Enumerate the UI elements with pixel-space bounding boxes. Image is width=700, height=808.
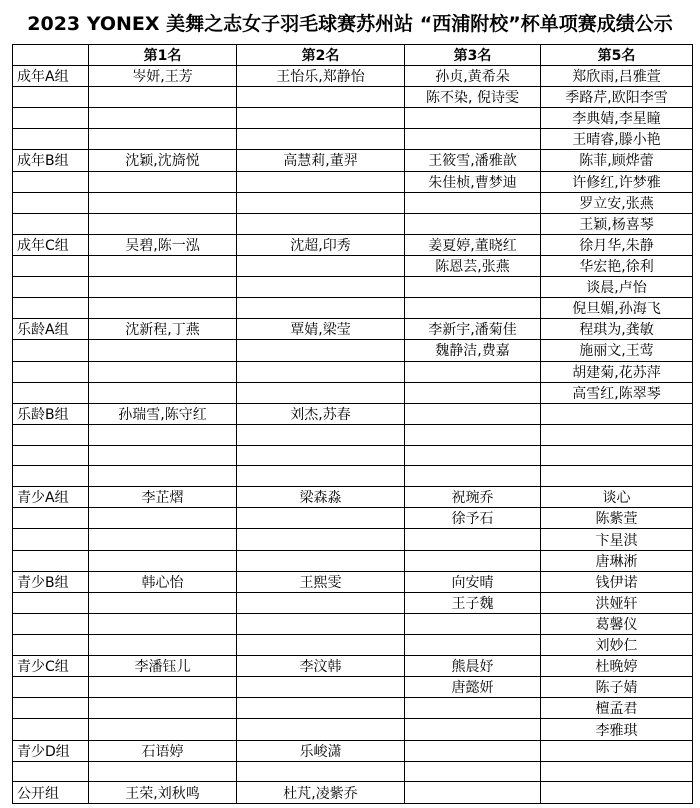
group-cell <box>13 761 89 782</box>
table-row <box>13 613 693 634</box>
group-cell: 成年B组 <box>13 150 89 171</box>
fifth-place-cell <box>541 740 693 761</box>
third-place-cell <box>405 761 541 782</box>
third-place-cell: 徐予石 <box>405 508 541 529</box>
table-row <box>13 66 693 87</box>
second-place-cell <box>237 213 405 234</box>
group-cell <box>13 508 89 529</box>
table-row <box>13 487 693 508</box>
first-place-cell <box>89 382 237 403</box>
table-row <box>13 508 693 529</box>
table-row <box>13 445 693 466</box>
third-place-cell: 王子魏 <box>405 592 541 613</box>
first-place-cell <box>89 550 237 571</box>
fifth-place-cell: 李雅琪 <box>541 719 693 740</box>
second-place-cell: 李汶韩 <box>237 656 405 677</box>
group-cell: 青少A组 <box>13 487 89 508</box>
second-place-cell <box>237 508 405 529</box>
third-place-cell <box>405 698 541 719</box>
first-place-cell <box>89 424 237 445</box>
table-row <box>13 782 693 804</box>
second-place-cell <box>237 382 405 403</box>
group-cell: 青少C组 <box>13 656 89 677</box>
first-place-cell <box>89 129 237 150</box>
fifth-place-cell: 李典婧,李星瞳 <box>541 108 693 129</box>
first-place-cell: 李潘钰儿 <box>89 656 237 677</box>
third-place-cell <box>405 550 541 571</box>
group-cell <box>13 382 89 403</box>
second-place-cell: 杜芃,凌紫乔 <box>237 782 405 804</box>
fifth-place-cell <box>541 403 693 424</box>
first-place-cell <box>89 592 237 613</box>
fifth-place-cell: 徐月华,朱静 <box>541 234 693 255</box>
second-place-cell <box>237 613 405 634</box>
first-place-cell <box>89 613 237 634</box>
third-place-cell <box>405 740 541 761</box>
group-cell <box>13 698 89 719</box>
second-place-cell: 高慧莉,董羿 <box>237 150 405 171</box>
group-cell <box>13 466 89 487</box>
fifth-place-cell: 杜晚婷 <box>541 656 693 677</box>
fifth-place-cell: 王晴睿,滕小艳 <box>541 129 693 150</box>
third-place-cell: 陈恩芸,张燕 <box>405 255 541 276</box>
second-place-cell <box>237 635 405 656</box>
fifth-place-cell: 程琪为,龚敏 <box>541 319 693 340</box>
third-place-cell <box>405 277 541 298</box>
third-place-cell <box>405 424 541 445</box>
header-third-place: 第3名 <box>405 45 541 66</box>
group-cell <box>13 87 89 108</box>
header-second-place: 第2名 <box>237 45 405 66</box>
table-row <box>13 635 693 656</box>
second-place-cell <box>237 677 405 698</box>
first-place-cell <box>89 192 237 213</box>
table-row <box>13 150 693 171</box>
first-place-cell <box>89 213 237 234</box>
second-place-cell <box>237 340 405 361</box>
results-table <box>12 44 693 804</box>
group-cell <box>13 613 89 634</box>
group-cell <box>13 445 89 466</box>
group-cell <box>13 361 89 382</box>
second-place-cell <box>237 87 405 108</box>
second-place-cell <box>237 466 405 487</box>
first-place-cell <box>89 677 237 698</box>
first-place-cell <box>89 761 237 782</box>
group-cell <box>13 213 89 234</box>
first-place-cell: 孙瑞雪,陈守红 <box>89 403 237 424</box>
second-place-cell: 梁森淼 <box>237 487 405 508</box>
third-place-cell <box>405 529 541 550</box>
fifth-place-cell: 洪娅轩 <box>541 592 693 613</box>
fifth-place-cell: 王颖,杨喜琴 <box>541 213 693 234</box>
group-cell <box>13 192 89 213</box>
fifth-place-cell: 陈菲,顾烨蕾 <box>541 150 693 171</box>
fifth-place-cell: 卞星淇 <box>541 529 693 550</box>
first-place-cell <box>89 298 237 319</box>
second-place-cell <box>237 445 405 466</box>
fifth-place-cell <box>541 424 693 445</box>
table-row <box>13 192 693 213</box>
third-place-cell: 向安晴 <box>405 571 541 592</box>
table-row <box>13 550 693 571</box>
first-place-cell: 岑妍,王芳 <box>89 66 237 87</box>
third-place-cell <box>405 382 541 403</box>
second-place-cell <box>237 424 405 445</box>
group-cell <box>13 424 89 445</box>
fifth-place-cell: 谈心 <box>541 487 693 508</box>
second-place-cell <box>237 529 405 550</box>
third-place-cell: 熊晨妤 <box>405 656 541 677</box>
table-row <box>13 698 693 719</box>
third-place-cell <box>405 213 541 234</box>
group-cell <box>13 298 89 319</box>
fifth-place-cell: 胡建菊,花苏萍 <box>541 361 693 382</box>
first-place-cell: 石语婷 <box>89 740 237 761</box>
results-body <box>13 66 693 804</box>
fifth-place-cell: 葛馨仪 <box>541 613 693 634</box>
second-place-cell: 王熙雯 <box>237 571 405 592</box>
second-place-cell: 沈超,印秀 <box>237 234 405 255</box>
table-row <box>13 255 693 276</box>
group-cell <box>13 592 89 613</box>
fifth-place-cell: 谈晨,卢怡 <box>541 277 693 298</box>
first-place-cell: 韩心怡 <box>89 571 237 592</box>
third-place-cell <box>405 403 541 424</box>
group-cell: 乐龄A组 <box>13 319 89 340</box>
second-place-cell <box>237 719 405 740</box>
group-cell: 成年C组 <box>13 234 89 255</box>
third-place-cell: 姜夏婷,董晓红 <box>405 234 541 255</box>
fifth-place-cell: 陈子婧 <box>541 677 693 698</box>
group-cell <box>13 635 89 656</box>
first-place-cell <box>89 87 237 108</box>
table-row <box>13 466 693 487</box>
table-row <box>13 571 693 592</box>
first-place-cell <box>89 635 237 656</box>
table-row <box>13 298 693 319</box>
table-row <box>13 319 693 340</box>
group-cell <box>13 340 89 361</box>
second-place-cell: 乐峻潇 <box>237 740 405 761</box>
second-place-cell <box>237 192 405 213</box>
first-place-cell: 沈颖,沈旖悦 <box>89 150 237 171</box>
second-place-cell <box>237 129 405 150</box>
second-place-cell <box>237 698 405 719</box>
second-place-cell: 王怡乐,郑静怡 <box>237 66 405 87</box>
third-place-cell: 王筱雪,潘雅歆 <box>405 150 541 171</box>
first-place-cell <box>89 529 237 550</box>
second-place-cell <box>237 108 405 129</box>
fifth-place-cell: 华宏艳,徐利 <box>541 255 693 276</box>
fifth-place-cell: 施丽文,王莺 <box>541 340 693 361</box>
first-place-cell <box>89 171 237 192</box>
table-row <box>13 129 693 150</box>
fifth-place-cell: 季路芹,欧阳李雪 <box>541 87 693 108</box>
third-place-cell: 朱佳桢,曹梦迪 <box>405 171 541 192</box>
fifth-place-cell: 檀孟君 <box>541 698 693 719</box>
table-row <box>13 234 693 255</box>
fifth-place-cell <box>541 761 693 782</box>
fifth-place-cell: 许修红,许梦雅 <box>541 171 693 192</box>
table-row <box>13 382 693 403</box>
third-place-cell <box>405 129 541 150</box>
group-cell <box>13 677 89 698</box>
first-place-cell: 王荣,刘秋鸣 <box>89 782 237 804</box>
first-place-cell <box>89 361 237 382</box>
third-place-cell: 陈不染, 倪诗雯 <box>405 87 541 108</box>
first-place-cell <box>89 108 237 129</box>
first-place-cell <box>89 508 237 529</box>
second-place-cell <box>237 255 405 276</box>
first-place-cell <box>89 277 237 298</box>
third-place-cell <box>405 361 541 382</box>
group-cell: 公开组 <box>13 782 89 804</box>
table-row <box>13 277 693 298</box>
group-cell <box>13 277 89 298</box>
first-place-cell: 沈新程,丁燕 <box>89 319 237 340</box>
table-row <box>13 719 693 740</box>
fifth-place-cell: 钱伊诺 <box>541 571 693 592</box>
third-place-cell <box>405 192 541 213</box>
header-first-place: 第1名 <box>89 45 237 66</box>
fifth-place-cell: 陈紫萱 <box>541 508 693 529</box>
table-row <box>13 340 693 361</box>
second-place-cell <box>237 361 405 382</box>
group-cell <box>13 129 89 150</box>
header-row <box>13 45 693 66</box>
group-cell <box>13 719 89 740</box>
third-place-cell <box>405 298 541 319</box>
first-place-cell <box>89 466 237 487</box>
group-cell: 成年A组 <box>13 66 89 87</box>
group-cell: 青少B组 <box>13 571 89 592</box>
group-cell <box>13 529 89 550</box>
table-row <box>13 87 693 108</box>
group-cell: 青少D组 <box>13 740 89 761</box>
third-place-cell: 孙贞,黄希朵 <box>405 66 541 87</box>
group-cell <box>13 171 89 192</box>
fifth-place-cell: 唐琳淅 <box>541 550 693 571</box>
third-place-cell: 祝琬乔 <box>405 487 541 508</box>
fifth-place-cell: 郑欣雨,吕雅萱 <box>541 66 693 87</box>
table-row <box>13 361 693 382</box>
table-row <box>13 171 693 192</box>
third-place-cell: 魏静洁,费嘉 <box>405 340 541 361</box>
third-place-cell: 唐懿妍 <box>405 677 541 698</box>
table-row <box>13 740 693 761</box>
second-place-cell <box>237 298 405 319</box>
second-place-cell <box>237 277 405 298</box>
fifth-place-cell <box>541 466 693 487</box>
table-row <box>13 761 693 782</box>
second-place-cell <box>237 592 405 613</box>
table-row <box>13 403 693 424</box>
group-cell <box>13 550 89 571</box>
first-place-cell <box>89 340 237 361</box>
first-place-cell <box>89 255 237 276</box>
first-place-cell: 李芷熠 <box>89 487 237 508</box>
third-place-cell <box>405 466 541 487</box>
header-fifth-place: 第5名 <box>541 45 693 66</box>
first-place-cell <box>89 445 237 466</box>
fifth-place-cell: 罗立安,张燕 <box>541 192 693 213</box>
third-place-cell: 李新宇,潘菊佳 <box>405 319 541 340</box>
group-cell: 乐龄B组 <box>13 403 89 424</box>
second-place-cell: 覃婧,梁莹 <box>237 319 405 340</box>
second-place-cell: 刘杰,苏春 <box>237 403 405 424</box>
third-place-cell <box>405 108 541 129</box>
second-place-cell <box>237 550 405 571</box>
first-place-cell <box>89 698 237 719</box>
table-row <box>13 529 693 550</box>
table-row <box>13 213 693 234</box>
table-row <box>13 656 693 677</box>
table-row <box>13 424 693 445</box>
third-place-cell <box>405 719 541 740</box>
first-place-cell <box>89 719 237 740</box>
header-group <box>13 45 89 66</box>
fifth-place-cell <box>541 782 693 804</box>
table-row <box>13 592 693 613</box>
group-cell <box>13 255 89 276</box>
fifth-place-cell: 倪旦媚,孙海飞 <box>541 298 693 319</box>
group-cell <box>13 108 89 129</box>
fifth-place-cell <box>541 445 693 466</box>
table-row <box>13 108 693 129</box>
third-place-cell <box>405 782 541 804</box>
second-place-cell <box>237 761 405 782</box>
fifth-place-cell: 刘妙仁 <box>541 635 693 656</box>
first-place-cell: 吴碧,陈一泓 <box>89 234 237 255</box>
third-place-cell <box>405 613 541 634</box>
third-place-cell <box>405 445 541 466</box>
fifth-place-cell: 高雪红,陈翠琴 <box>541 382 693 403</box>
page-title: 2023 YONEX 美舞之志女子羽毛球赛苏州站 “西浦附校”杯单项赛成绩公示 <box>27 12 673 35</box>
second-place-cell <box>237 171 405 192</box>
table-row <box>13 677 693 698</box>
third-place-cell <box>405 635 541 656</box>
